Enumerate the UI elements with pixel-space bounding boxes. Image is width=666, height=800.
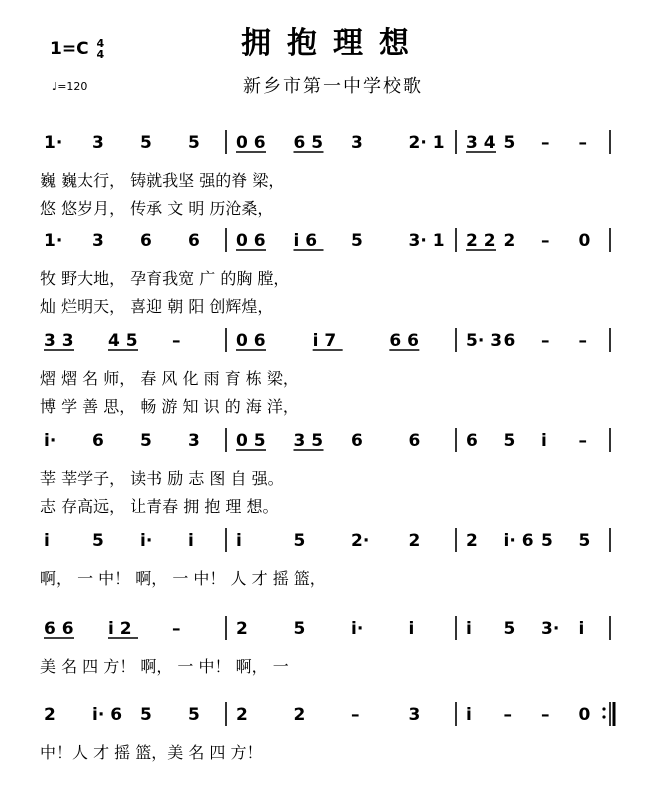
note-group: 3· 1 (408, 231, 445, 251)
note-group: 5 (351, 231, 363, 251)
lyric-line: 啊， 一 中！ 啊， 一 中！ 人 才 摇 篮， (40, 569, 326, 588)
note-group: 2 (503, 231, 516, 251)
note-group: i (578, 619, 585, 639)
lyric-line: 巍 巍太行， 铸就我坚 强的脊 梁， (40, 171, 285, 190)
lyric-line: 灿 烂明天， 喜迎 朝 阳 创辉煌， (40, 297, 274, 316)
note-group: 6 (351, 431, 363, 451)
note-group: 5 (503, 133, 516, 153)
note-group: 0 (578, 231, 591, 251)
lyric-line: 悠 悠岁月， 传承 文 明 历沧桑， (40, 199, 274, 218)
note-group: 1· (44, 133, 63, 153)
lyric-line: 牧 野大地， 孕育我宽 广 的胸 膛， (40, 269, 290, 288)
note-group: i 7 (312, 331, 337, 351)
note-group: 0 6 (236, 331, 266, 351)
note-group: – (351, 705, 360, 725)
lyric-line: 美 名 四 方！ 啊， 一 中！ 啊， 一 (40, 657, 289, 676)
note-group: 3 (408, 705, 421, 725)
note-group: 5 (140, 705, 152, 725)
note-group: 5 (293, 531, 306, 551)
note-group: i 2 (108, 619, 132, 639)
note-group: 5 (140, 431, 152, 451)
note-group: 5 (541, 531, 553, 551)
note-group: 0 6 (236, 133, 266, 153)
note-group: 3 3 (44, 331, 74, 351)
note-group: 3 (351, 133, 363, 153)
lyric-line: 熠 熠 名 师， 春 风 化 雨 育 栋 梁， (40, 369, 299, 388)
note-group: 3 5 (293, 431, 324, 451)
lyric-line: 中！人 才 摇 篮，美 名 四 方！ (40, 743, 263, 762)
note-group: i (188, 531, 194, 551)
note-group: i (44, 531, 50, 551)
note-group: i· 6 (503, 531, 534, 551)
note-group: 5 (503, 619, 516, 639)
song-subtitle: 新乡市第一中学校歌 (243, 76, 423, 97)
note-group: 3 (92, 231, 104, 251)
note-group: i (466, 705, 472, 725)
note-group: i 6 (293, 231, 318, 251)
note-group: – (541, 705, 550, 725)
note-group: i· (351, 619, 364, 639)
note-group: 5 (188, 705, 200, 725)
note-group: 3 (188, 431, 200, 451)
note-group: 5 (140, 133, 152, 153)
note-group: 2 (236, 619, 248, 639)
note-group: i (541, 431, 547, 451)
repeat-dot (602, 707, 605, 710)
note-group: – (541, 231, 550, 251)
note-group: – (172, 331, 181, 351)
note-group: 2 (408, 531, 421, 551)
note-group: 6 (188, 231, 200, 251)
note-group: i (466, 619, 472, 639)
note-group: – (503, 705, 512, 725)
time-top: 4 (96, 37, 105, 50)
note-group: 5 (578, 531, 591, 551)
note-group: 6 6 (389, 331, 419, 351)
note-group: 2 (293, 705, 306, 725)
note-group: 6 5 (293, 133, 324, 153)
note-group: 2 2 (466, 231, 496, 251)
song-title: 拥抱理想 (241, 26, 425, 61)
lyric-line: 莘 莘学子， 读书 励 志 图 自 强。 (40, 469, 284, 488)
note-group: 6 (466, 431, 478, 451)
note-group: i· (140, 531, 153, 551)
note-group: 5 (92, 531, 104, 551)
note-group: 6 (503, 331, 516, 351)
note-group: i· (44, 431, 57, 451)
note-group: 2 (466, 531, 478, 551)
note-group: – (578, 133, 587, 153)
lyric-line: 博 学 善 思， 畅 游 知 识 的 海 洋， (40, 397, 299, 416)
note-group: 0 6 (236, 231, 266, 251)
key-label: 1=C (50, 39, 89, 59)
note-group: i (236, 531, 242, 551)
time-bottom: 4 (96, 48, 105, 61)
note-group: 6 (140, 231, 152, 251)
repeat-dot (602, 715, 605, 718)
note-group: 5 (293, 619, 306, 639)
note-group: 0 (578, 705, 591, 725)
note-group: – (541, 133, 550, 153)
note-group: 1· (44, 231, 63, 251)
note-group: 2 (236, 705, 248, 725)
note-group: 5· 3 (466, 331, 503, 351)
note-group: 3· (541, 619, 560, 639)
note-group: 6 (408, 431, 421, 451)
note-group: – (172, 619, 181, 639)
note-group: i· 6 (92, 705, 123, 725)
note-group: 4 5 (108, 331, 138, 351)
note-group: 3 4 (466, 133, 496, 153)
note-group: 3 (92, 133, 104, 153)
lyric-line: 志 存高远， 让青春 拥 抱 理 想。 (40, 497, 279, 516)
tempo-marking: ♩=120 (52, 80, 88, 93)
note-group: – (578, 431, 587, 451)
note-group: 2· 1 (408, 133, 445, 153)
note-group: – (578, 331, 587, 351)
note-group: 2· (351, 531, 370, 551)
note-group: 5 (503, 431, 516, 451)
note-group: i (408, 619, 415, 639)
note-group: 2 (44, 705, 56, 725)
note-group: 0 5 (236, 431, 266, 451)
note-group: 5 (188, 133, 200, 153)
note-group: 6 6 (44, 619, 74, 639)
note-group: – (541, 331, 550, 351)
note-group: 6 (92, 431, 104, 451)
